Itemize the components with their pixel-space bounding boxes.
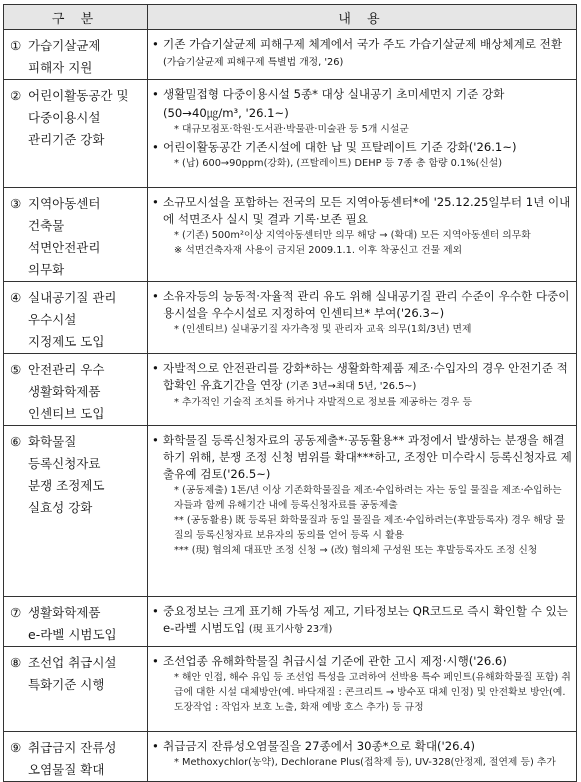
category-title-line: e-라벨 시범도입 [28, 627, 117, 642]
category-title-line: 실내공기질 관리 [28, 290, 117, 305]
bullet-mark: • [152, 37, 159, 51]
bullet-mark: • [152, 289, 159, 303]
footnote: * Methoxychlor(농약), Dechlorane Plus(접착제 등), UV-328(안정제, 절연제 등) 추가 [174, 757, 556, 768]
item-number: ⑤ [10, 362, 22, 377]
category-cell [4, 426, 148, 597]
category-title-line: 의무화 [28, 262, 65, 277]
item-number: ⑧ [10, 655, 22, 670]
category-heading [10, 287, 147, 309]
bullet-text-wrap [163, 432, 572, 483]
category-heading [10, 85, 147, 107]
bullet-text-wrap [163, 653, 572, 670]
content-cell [148, 647, 577, 732]
bullet-item [152, 738, 572, 755]
content-cell [148, 80, 577, 188]
category-heading [10, 431, 147, 453]
category-title-line: 실효성 강화 [28, 500, 93, 515]
footnote: ** (공동활용) 既 등록된 화학물질과 동일 물질을 제조·수입하려는(후발등록자) 경우 해당 물질의 등록신청자료 보유자의 동의를 얻어 등록 시 활용 [174, 515, 565, 541]
bullet-item [152, 139, 572, 156]
category-heading [10, 359, 147, 381]
bullet-text: 소유자등의 능동적·자율적 관리 유도 위해 실내공기질 관리 수준이 우수한 다중이용시설을 우수시설로 지정하여 인센티브* 부여('26.3~) [163, 289, 570, 320]
bullet-text-wrap [163, 603, 572, 638]
category-cell [4, 30, 148, 80]
content-cell [148, 732, 577, 782]
bullet-text: 기존 가습기살균제 피해구제 체계에서 국가 주도 가습기살균제 배상체계로 전환 [163, 37, 563, 51]
bullet-mark: • [152, 604, 159, 618]
table-row [4, 30, 577, 80]
bullet-text: 생활밀접형 다중이용시설 5종* 대상 실내공기 초미세먼지 기준 강화 [163, 87, 505, 101]
bullet-text-wrap [163, 194, 572, 228]
bullet-item [152, 360, 572, 395]
footnote: *** (現) 협의체 대표만 조정 신청 → (改) 협의체 구성원 또는 후발등록자도 조정 신청 [174, 545, 538, 556]
category-title-line: 다중이용시설 [28, 110, 101, 125]
category-cell [4, 732, 148, 782]
table-row [4, 647, 577, 732]
category-cell [4, 282, 148, 354]
bullet-text: 어린이활동공간 기존시설에 대한 납 및 프탈레이트 기준 강화('26.1~) [163, 140, 517, 154]
bullet-mark: • [152, 361, 159, 375]
bullet-text: 소규모시설을 포함하는 전국의 모든 지역아동센터*에 '25.12.25일부터 1년 이내에 석면조사 실시 및 결과 기록·보존 필요 [163, 195, 571, 226]
bullet-text: 화학물질 등록신청자료의 공동제출*·공동활용** 과정에서 발생하는 분쟁을 해결하기 위해, 분쟁 조정 신청 범위를 확대***하고, 조정안 미수락시 등록신청자료 제출유예 검토('26.5~) [163, 433, 572, 481]
bullet-mark: • [152, 654, 159, 668]
category-title-line: 등록신청자료 [28, 456, 101, 471]
category-title-line: 관리기준 강화 [28, 132, 105, 147]
table-row [4, 732, 577, 782]
category-title-line: 화학물질 [28, 434, 77, 449]
table-row [4, 80, 577, 188]
category-title-line: 인센티브 도입 [28, 406, 105, 421]
bullet-text: 중요정보는 크게 표기해 가독성 제고, 기타정보는 QR코드로 즉시 확인할 수 있는 e-라벨 시범도입 [163, 604, 568, 635]
footnote: * 추가적인 기술적 조치를 하거나 자발적으로 정보를 제공하는 경우 등 [174, 397, 472, 408]
item-number: ⑥ [10, 434, 22, 449]
bullet-item [152, 288, 572, 322]
category-title-line: 취급금지 잔류성 [28, 740, 117, 755]
bullet-mark: • [152, 140, 159, 154]
table-row [4, 354, 577, 426]
table-row [4, 282, 577, 354]
bullet-item [152, 603, 572, 638]
category-title-line: 분쟁 조정제도 [28, 478, 105, 493]
category-title-line: 오염물질 확대 [28, 762, 105, 777]
footnote: * (납) 600→90ppm(강화), (프탈레이트) DEHP 등 7종 총 함량 0.1%(신설) [174, 158, 503, 169]
table-row [4, 597, 577, 647]
category-title-line: 석면안전관리 [28, 240, 101, 255]
category-title-line: 우수시설 [28, 312, 77, 327]
bullet-mark: • [152, 433, 159, 447]
item-number: ② [10, 88, 22, 103]
footnote: * (기존) 500m²이상 지역아동센터만 의무 해당 → (확대) 모든 지역아동센터 의무화 [174, 230, 531, 241]
bullet-item [152, 36, 572, 71]
header-category: 구 분 [4, 5, 148, 30]
category-title-line: 지역아동센터 [28, 196, 101, 211]
bullet-text: (50→40㎍/m³, '26.1~) [163, 106, 289, 120]
bullet-text-wrap [163, 139, 572, 156]
category-cell [4, 188, 148, 282]
item-number: ④ [10, 290, 22, 305]
category-title-line: 생활화학제품 [28, 384, 101, 399]
category-title-line: 특화기준 시행 [28, 677, 105, 692]
category-heading [10, 193, 147, 215]
category-title-line: 어린이활동공간 및 [28, 88, 129, 103]
bullet-text-wrap [163, 288, 572, 322]
bullet-item [152, 653, 572, 670]
bullet-mark: • [152, 87, 159, 101]
category-title-line: 건축물 [28, 218, 65, 233]
category-title-line: 안전관리 우수 [28, 362, 105, 377]
category-title-line: 피해자 지원 [28, 60, 93, 75]
category-heading [10, 737, 147, 759]
header-content: 내 용 [148, 5, 577, 30]
category-cell [4, 597, 148, 647]
category-title-line: 생활화학제품 [28, 605, 101, 620]
bullet-text: 취급금지 잔류성오염물질을 27종에서 30종*으로 확대('26.4) [163, 739, 476, 753]
footnote: * 해안 인접, 해수 유입 등 조선업 특성을 고려하여 선박용 특수 페인트(유해화학물질 포함) 취급에 대한 시설 대체방안(예. 바닥재질 : 콘크리트 → 방수포 대체 인정) 및 안전확보 방안(예. 도장작업 : 작업자 보호 노출, 화재 예방 호스 추가) 등 규정 [174, 672, 571, 713]
bullet-item [152, 194, 572, 228]
bullet-text-wrap [163, 360, 572, 395]
category-cell [4, 80, 148, 188]
item-number: ① [10, 38, 22, 53]
footnote: ※ 석면건축자재 사용이 금지된 2009.1.1. 이후 착공신고 건물 제외 [174, 245, 463, 256]
bullet-text-wrap [163, 105, 572, 122]
bullet-mark [152, 105, 163, 122]
bullet-mark: • [152, 195, 159, 209]
item-number: ⑦ [10, 605, 22, 620]
content-cell [148, 188, 577, 282]
policy-table [3, 4, 577, 782]
category-title-line: 가습기살균제 [28, 38, 101, 53]
category-title-line: 지정제도 도입 [28, 334, 105, 349]
category-title-line: 조선업 취급시설 [28, 655, 117, 670]
table-row [4, 188, 577, 282]
table-header-row [4, 5, 577, 30]
bullet-text-wrap [163, 36, 572, 71]
table-row [4, 426, 577, 597]
bullet-small-note: (기존 3년→최대 5년, '26.5~) [286, 381, 417, 392]
footnote: * 대규모점포·학원·도서관·박물관·미술관 등 5개 시설군 [174, 124, 409, 135]
bullet-text-wrap [163, 738, 572, 755]
category-heading [10, 35, 147, 57]
bullet-text: 자발적으로 안전관리를 강화*하는 생활화학제품 제조·수입자의 경우 안전기준 적합확인 유효기간을 연장 [163, 361, 568, 392]
content-cell [148, 597, 577, 647]
footnote: * (공동제출) 1톤/년 이상 기존화학물질을 제조·수입하려는 자는 동일 물질을 제조·수입하는 자들과 함께 유해기간 내에 등록신청자료를 공동제출 [174, 485, 562, 511]
category-cell [4, 354, 148, 426]
content-cell [148, 426, 577, 597]
bullet-item [152, 105, 572, 122]
category-heading [10, 602, 147, 624]
bullet-small-note: (現 표기사항 23개) [248, 624, 333, 635]
content-cell [148, 282, 577, 354]
bullet-text: 조선업종 유해화학물질 취급시설 기준에 관한 고시 제정·시행('26.6) [163, 654, 507, 668]
bullet-mark: • [152, 739, 159, 753]
content-cell [148, 30, 577, 80]
category-cell [4, 647, 148, 732]
bullet-item [152, 432, 572, 483]
bullet-small-note: (가습기살균제 피해구제 특별법 개정, '26) [163, 57, 344, 68]
content-cell [148, 354, 577, 426]
footnote: * (인센티브) 실내공기질 자가측정 및 관리자 교육 의무(1회/3년) 면제 [174, 324, 472, 335]
item-number: ③ [10, 196, 22, 211]
category-heading [10, 652, 147, 674]
bullet-text-wrap [163, 86, 572, 103]
item-number: ⑨ [10, 740, 22, 755]
bullet-item [152, 86, 572, 103]
